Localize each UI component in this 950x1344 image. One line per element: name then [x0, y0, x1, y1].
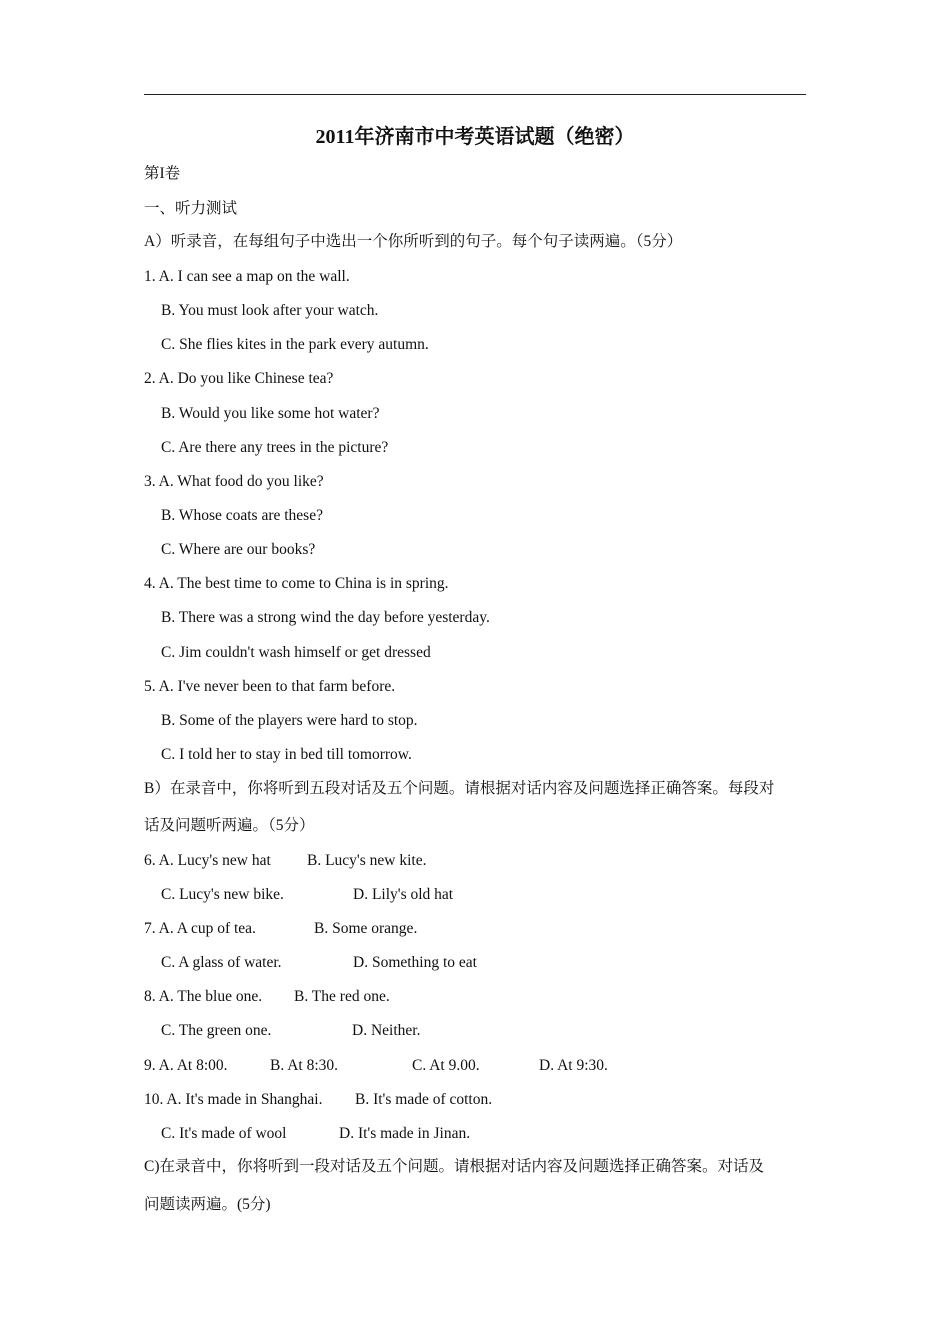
question-7-option-b: B. Some orange.: [314, 920, 418, 937]
header-rule: [144, 94, 806, 95]
part-a-instruction: A）听录音，在每组句子中选出一个你所听到的句子。每个句子读两遍。（5分）: [144, 233, 683, 250]
question-1-option-c: C. She flies kites in the park every autumn.: [161, 336, 429, 353]
part-c-instruction-line-1: C)在录音中，你将听到一段对话及五个问题。请根据对话内容及问题选择正确答案。对话及: [144, 1158, 765, 1175]
question-5-option-c: C. I told her to stay in bed till tomorrow.: [161, 746, 412, 763]
question-7-option-d: D. Something to eat: [353, 954, 477, 971]
question-8-option-b: B. The red one.: [294, 988, 390, 1005]
question-9-option-a: 9. A. At 8:00.: [144, 1057, 228, 1074]
question-9-option-d: D. At 9:30.: [539, 1057, 608, 1074]
question-1-option-a: 1. A. I can see a map on the wall.: [144, 268, 350, 285]
question-7-option-a: 7. A. A cup of tea.: [144, 920, 256, 937]
question-1-option-b: B. You must look after your watch.: [161, 302, 379, 319]
question-8-option-c: C. The green one.: [161, 1022, 272, 1039]
question-10-option-d: D. It's made in Jinan.: [339, 1125, 471, 1142]
question-4-option-c: C. Jim couldn't wash himself or get dressed: [161, 644, 431, 661]
question-2-option-c: C. Are there any trees in the picture?: [161, 439, 389, 456]
part-b-instruction-line-1: B）在录音中，你将听到五段对话及五个问题。请根据对话内容及问题选择正确答案。每段对: [144, 780, 775, 797]
question-3-option-a: 3. A. What food do you like?: [144, 473, 324, 490]
question-9-option-b: B. At 8:30.: [270, 1057, 339, 1074]
question-2-option-b: B. Would you like some hot water?: [161, 405, 380, 422]
question-3-option-b: B. Whose coats are these?: [161, 507, 323, 524]
question-3-option-c: C. Where are our books?: [161, 541, 316, 558]
section-heading: 一、听力测试: [144, 200, 238, 217]
question-6-option-c: C. Lucy's new bike.: [161, 886, 284, 903]
question-6-option-b: B. Lucy's new kite.: [307, 852, 427, 869]
question-7-option-c: C. A glass of water.: [161, 954, 282, 971]
question-10-option-a: 10. A. It's made in Shanghai.: [144, 1091, 323, 1108]
question-10-option-c: C. It's made of wool: [161, 1125, 287, 1142]
question-5-option-b: B. Some of the players were hard to stop.: [161, 712, 418, 729]
volume-label: 第I卷: [144, 165, 181, 182]
exam-title: 2011年济南市中考英语试题（绝密）: [315, 126, 635, 148]
question-8-option-a: 8. A. The blue one.: [144, 988, 263, 1005]
question-4-option-b: B. There was a strong wind the day before yesterday.: [161, 609, 490, 626]
part-c-instruction-line-2: 问题读两遍。(5分): [144, 1196, 271, 1213]
question-10-option-b: B. It's made of cotton.: [355, 1091, 493, 1108]
question-5-option-a: 5. A. I've never been to that farm before.: [144, 678, 396, 695]
question-4-option-a: 4. A. The best time to come to China is in spring.: [144, 575, 449, 592]
part-b-instruction-line-2: 话及问题听两遍。（5分）: [144, 817, 315, 834]
question-2-option-a: 2. A. Do you like Chinese tea?: [144, 370, 334, 387]
question-6-option-d: D. Lily's old hat: [353, 886, 454, 903]
question-6-option-a: 6. A. Lucy's new hat: [144, 852, 271, 869]
question-8-option-d: D. Neither.: [352, 1022, 421, 1039]
question-9-option-c: C. At 9.00.: [412, 1057, 480, 1074]
